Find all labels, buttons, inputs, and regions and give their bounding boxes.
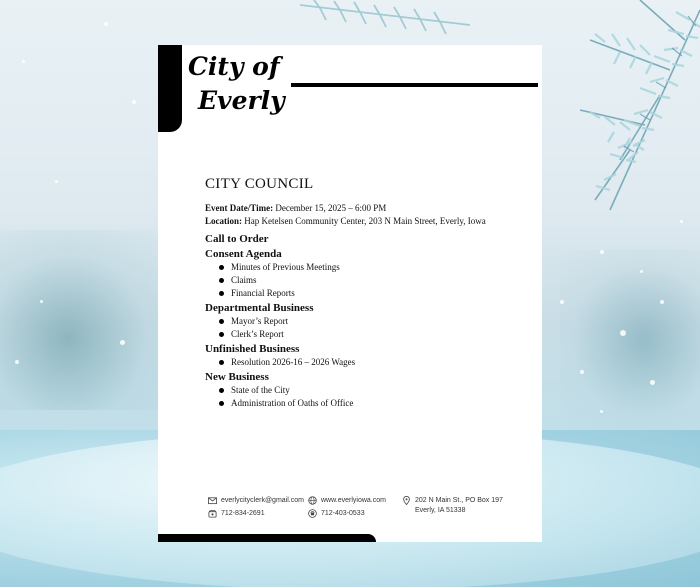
footer-phone-1: [208, 509, 265, 518]
phone-1-text[interactable]: 712-834-2691: [221, 510, 265, 517]
blurred-trees-right: [560, 250, 700, 430]
unfinished-list: [205, 356, 535, 369]
website-text[interactable]: www.everlyiowa.com: [321, 497, 386, 504]
list-item: Clerk’s Report: [205, 328, 535, 341]
logo-line-2: Everly: [198, 86, 285, 115]
list-item: Minutes of Previous Meetings: [205, 261, 535, 274]
section-departmental-business: Departmental Business: [205, 302, 314, 314]
agenda-content: [205, 176, 535, 410]
phone-circle-icon: [308, 509, 317, 518]
meeting-title: CITY COUNCIL: [205, 176, 314, 192]
logo-line-1: City of: [188, 52, 280, 81]
section-call-to-order: Call to Order: [205, 233, 269, 245]
agenda-page: [158, 45, 542, 542]
list-item: State of the City: [205, 384, 535, 397]
mail-icon: [208, 496, 217, 505]
black-corner-tab: [158, 45, 182, 132]
footer-phone-2: [308, 509, 365, 518]
location-label: Location:: [205, 216, 242, 226]
new-business-list: [205, 384, 535, 410]
location-pin-icon: [402, 496, 411, 505]
list-item: Resolution 2026-16 – 2026 Wages: [205, 356, 535, 369]
event-location: [205, 215, 535, 228]
pine-branch-top-left: [300, 0, 470, 50]
list-item: Financial Reports: [205, 287, 535, 300]
footer-email: [208, 496, 304, 505]
black-bottom-bar: [158, 534, 376, 542]
footer-address: [402, 496, 503, 516]
section-consent-agenda: Consent Agenda: [205, 248, 282, 260]
event-value: December 15, 2025 – 6:00 PM: [273, 203, 387, 213]
footer-website: [308, 496, 386, 505]
event-label: Event Date/Time:: [205, 203, 274, 213]
address-line-2: Everly, IA 51338: [415, 507, 466, 514]
header-rule: [291, 83, 538, 87]
globe-icon: [308, 496, 317, 505]
consent-list: [205, 261, 535, 300]
email-text[interactable]: everlycityclerk@gmail.com: [221, 497, 304, 504]
phone-2-text[interactable]: 712-403-0533: [321, 510, 365, 517]
address-line-1: 202 N Main St., PO Box 197: [415, 497, 503, 504]
list-item: Mayor’s Report: [205, 315, 535, 328]
blurred-trees-left: [0, 230, 170, 410]
list-item: Administration of Oaths of Office: [205, 397, 535, 410]
location-value: Hap Ketelsen Community Center, 203 N Main Street, Everly, Iowa: [242, 216, 486, 226]
city-logo-text: [188, 50, 285, 118]
list-item: Claims: [205, 274, 535, 287]
section-unfinished-business: Unfinished Business: [205, 343, 300, 355]
event-datetime: [205, 202, 535, 215]
section-new-business: New Business: [205, 371, 269, 383]
phone-icon: [208, 509, 217, 518]
departmental-list: [205, 315, 535, 341]
